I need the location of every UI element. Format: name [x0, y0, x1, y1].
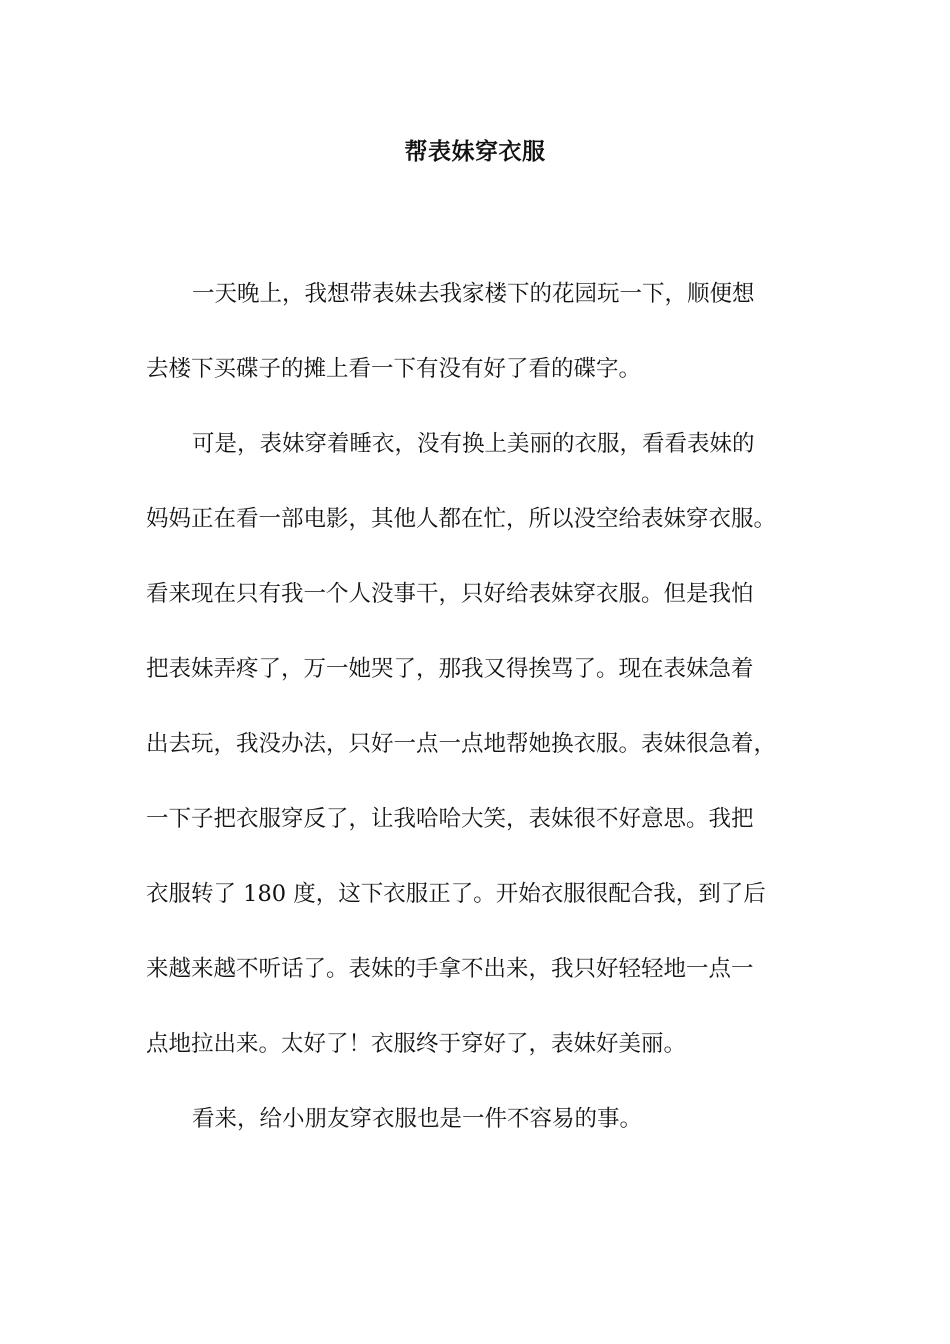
paragraph-2-line-8: 来越来越不听话了。表妹的手拿不出来，我只好轻轻地一点一: [146, 956, 754, 982]
paragraph-2-line-5: 出去玩，我没办法，只好一点一点地帮她换衣服。表妹很急着，: [146, 731, 777, 757]
paragraph-2-line-2: 妈妈正在看一部电影，其他人都在忙，所以没空给表妹穿衣服。: [146, 506, 777, 532]
paragraph-1-line-2: 去楼下买碟子的摊上看一下有没有好了看的碟字。: [146, 356, 642, 382]
paragraph-2-line-6: 一下子把衣服穿反了，让我哈哈大笑，表妹很不好意思。我把: [146, 806, 754, 832]
paragraph-2-line-3: 看来现在只有我一个人没事干，只好给表妹穿衣服。但是我怕: [146, 581, 754, 607]
paragraph-2-line-7: 衣服转了 180 度，这下衣服正了。开始衣服很配合我，到了后: [146, 881, 766, 907]
document-title: 帮表妹穿衣服: [404, 138, 546, 165]
paragraph-1-line-1: 一天晚上，我想带表妹去我家楼下的花园玩一下，顺便想: [192, 281, 755, 307]
document-body: [146, 257, 821, 1157]
paragraph-2-line-9: 点地拉出来。太好了！衣服终于穿好了，表妹好美丽。: [146, 1031, 687, 1057]
paragraph-3-line-1: 看来，给小朋友穿衣服也是一件不容易的事。: [192, 1106, 643, 1132]
paragraph-2-line-4: 把表妹弄疼了，万一她哭了，那我又得挨骂了。现在表妹急着: [146, 656, 754, 682]
paragraph-2-line-1: 可是，表妹穿着睡衣，没有换上美丽的衣服，看看表妹的: [192, 431, 755, 457]
